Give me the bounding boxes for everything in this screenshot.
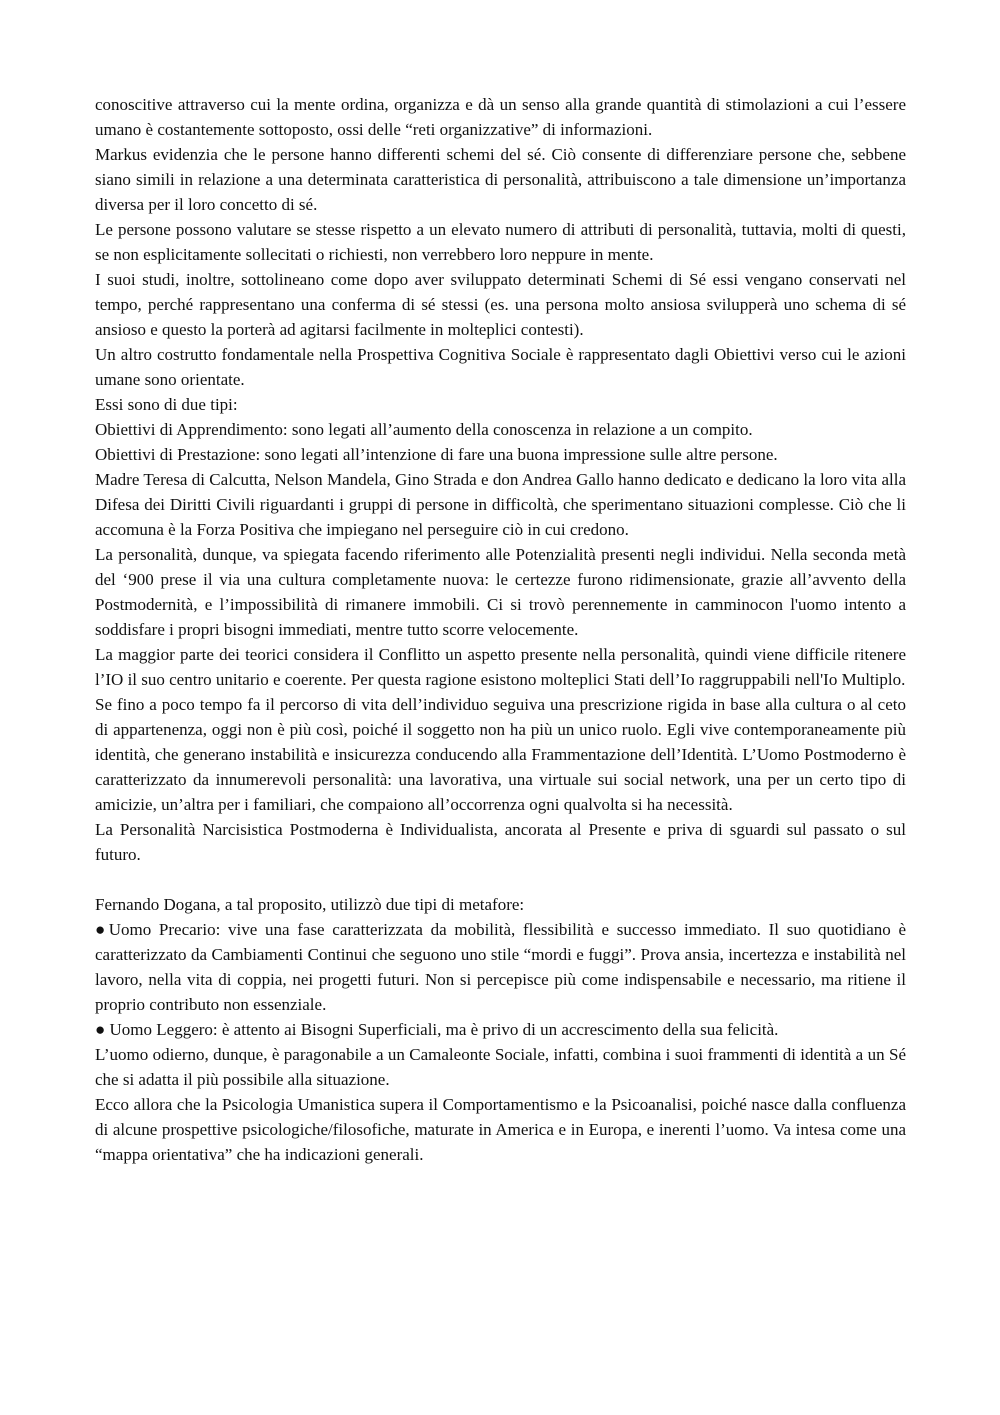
paragraph-camaleonte-sociale: L’uomo odierno, dunque, è paragonabile a un Camaleonte Sociale, infatti, combina i suoi frammenti di identità a un Sé che si adatta il più possibile alla situazione. bbox=[95, 1045, 906, 1089]
paragraph-frammentazione-identita: Se fino a poco tempo fa il percorso di vita dell’individuo seguiva una prescrizione rigida in base alla cultura o al ceto di appartenenza, oggi non è più così, poiché il soggetto non ha più un unico ruolo. Egli vive contemporaneamente più identità, che generano instabilità e insicurezza conducendo alla Frammentazione dell’Identità. L’Uomo Postmoderno è caratterizzato da innumerevoli personalità: una lavorativa, una virtuale sui social network, una per un certo tipo di amicizie, un’altra per i familiari, che compaiono all’occorrenza ogni qualvolta si ha necessità. bbox=[95, 695, 906, 814]
paragraph-potenzialita: La personalità, dunque, va spiegata facendo riferimento alle Potenzialità presenti negli individui. Nella seconda metà del ‘900 prese il via una cultura completamente nuova: le certezze furono ridimensionate, grazie all’avvento della Postmodernità, e l’impossibilità di rimanere immobili. Ci si trovò perennemente in camminocon l'uomo intento a soddisfare i propri bisogni immediati, mentre tutto scorre velocemente. bbox=[95, 545, 906, 639]
paragraph-obiettivi-apprendimento: Obiettivi di Apprendimento: sono legati all’aumento della conoscenza in relazione a un compito. bbox=[95, 420, 753, 439]
paragraph-spacer bbox=[95, 867, 906, 892]
paragraph-due-tipi: Essi sono di due tipi: bbox=[95, 395, 238, 414]
paragraph-markus: Markus evidenzia che le persone hanno differenti schemi del sé. Ciò consente di differenziare persone che, sebbene siano simili in relazione a una determinata caratteristica di personalità, attribuiscono a tale dimensione un’importanza diversa per il loro concetto di sé. bbox=[95, 145, 906, 214]
paragraph-obiettivi-prestazione: Obiettivi di Prestazione: sono legati all’intenzione di fare una buona impressione sulle altre persone. bbox=[95, 445, 778, 464]
paragraph-personalita-narcisistica: La Personalità Narcisistica Postmoderna è Individualista, ancorata al Presente e priva di sguardi sul passato o sul futuro. bbox=[95, 820, 906, 864]
paragraph-attributi-personalita: Le persone possono valutare se stesse rispetto a un elevato numero di attributi di personalità, tuttavia, molti di questi, se non esplicitamente sollecitati o richiesti, non verrebbero loro neppure in mente. bbox=[95, 220, 906, 264]
list-item-uomo-leggero: ● Uomo Leggero: è attento ai Bisogni Superficiali, ma è privo di un accrescimento della sua felicità. bbox=[95, 1020, 779, 1039]
paragraph-schemi-conoscitivi: conoscitive attraverso cui la mente ordina, organizza e dà un senso alla grande quantità di stimolazioni a cui l’essere umano è costantemente sottoposto, ossi delle “reti organizzative” di informazioni. bbox=[95, 95, 906, 139]
document-page bbox=[95, 92, 906, 1167]
paragraph-psicologia-umanistica: Ecco allora che la Psicologia Umanistica supera il Comportamentismo e la Psicoanalisi, poiché nasce dalla confluenza di alcune prospettive psicologiche/filosofiche, maturate in America e in Europa, e inerenti l’uomo. Va intesa come una “mappa orientativa” che ha indicazioni generali. bbox=[95, 1095, 906, 1164]
paragraph-conflitto: La maggior parte dei teorici considera il Conflitto un aspetto presente nella personalità, quindi viene difficile ritenere l’IO il suo centro unitario e coerente. Per questa ragione esistono molteplici Stati dell’Io raggruppabili nell'Io Multiplo. bbox=[95, 645, 906, 689]
paragraph-dogana: Fernando Dogana, a tal proposito, utilizzò due tipi di metafore: bbox=[95, 895, 525, 914]
list-item-uomo-precario: ●Uomo Precario: vive una fase caratterizzata da mobilità, flessibilità e successo immediato. Il suo quotidiano è caratterizzato da Cambiamenti Continui che seguono uno stile “mordi e fuggi”. Prova ansia, incertezza e instabilità nel lavoro, nella vita di coppia, nei progetti futuri. Non si percepisce più come indispensabile e necessario, ma ritiene il proprio contributo non essenziale. bbox=[95, 920, 906, 1014]
paragraph-obiettivi-intro: Un altro costrutto fondamentale nella Prospettiva Cognitiva Sociale è rappresentato dagli Obiettivi verso cui le azioni umane sono orientate. bbox=[95, 345, 906, 389]
paragraph-studi-schemi: I suoi studi, inoltre, sottolineano come dopo aver sviluppato determinati Schemi di Sé essi vengano conservati nel tempo, perché rappresentano una conferma di sé stessi (es. una persona molto ansiosa svilupperà uno schema di sé ansioso e questo la porterà ad agitarsi facilmente in molteplici contesti). bbox=[95, 270, 906, 339]
paragraph-diritti-civili: Madre Teresa di Calcutta, Nelson Mandela, Gino Strada e don Andrea Gallo hanno dedicato e dedicano la loro vita alla Difesa dei Diritti Civili riguardanti i gruppi di persone in difficoltà, che sperimentano situazioni complesse. Ciò che li accomuna è la Forza Positiva che impiegano nel perseguire ciò in cui credono. bbox=[95, 470, 906, 539]
